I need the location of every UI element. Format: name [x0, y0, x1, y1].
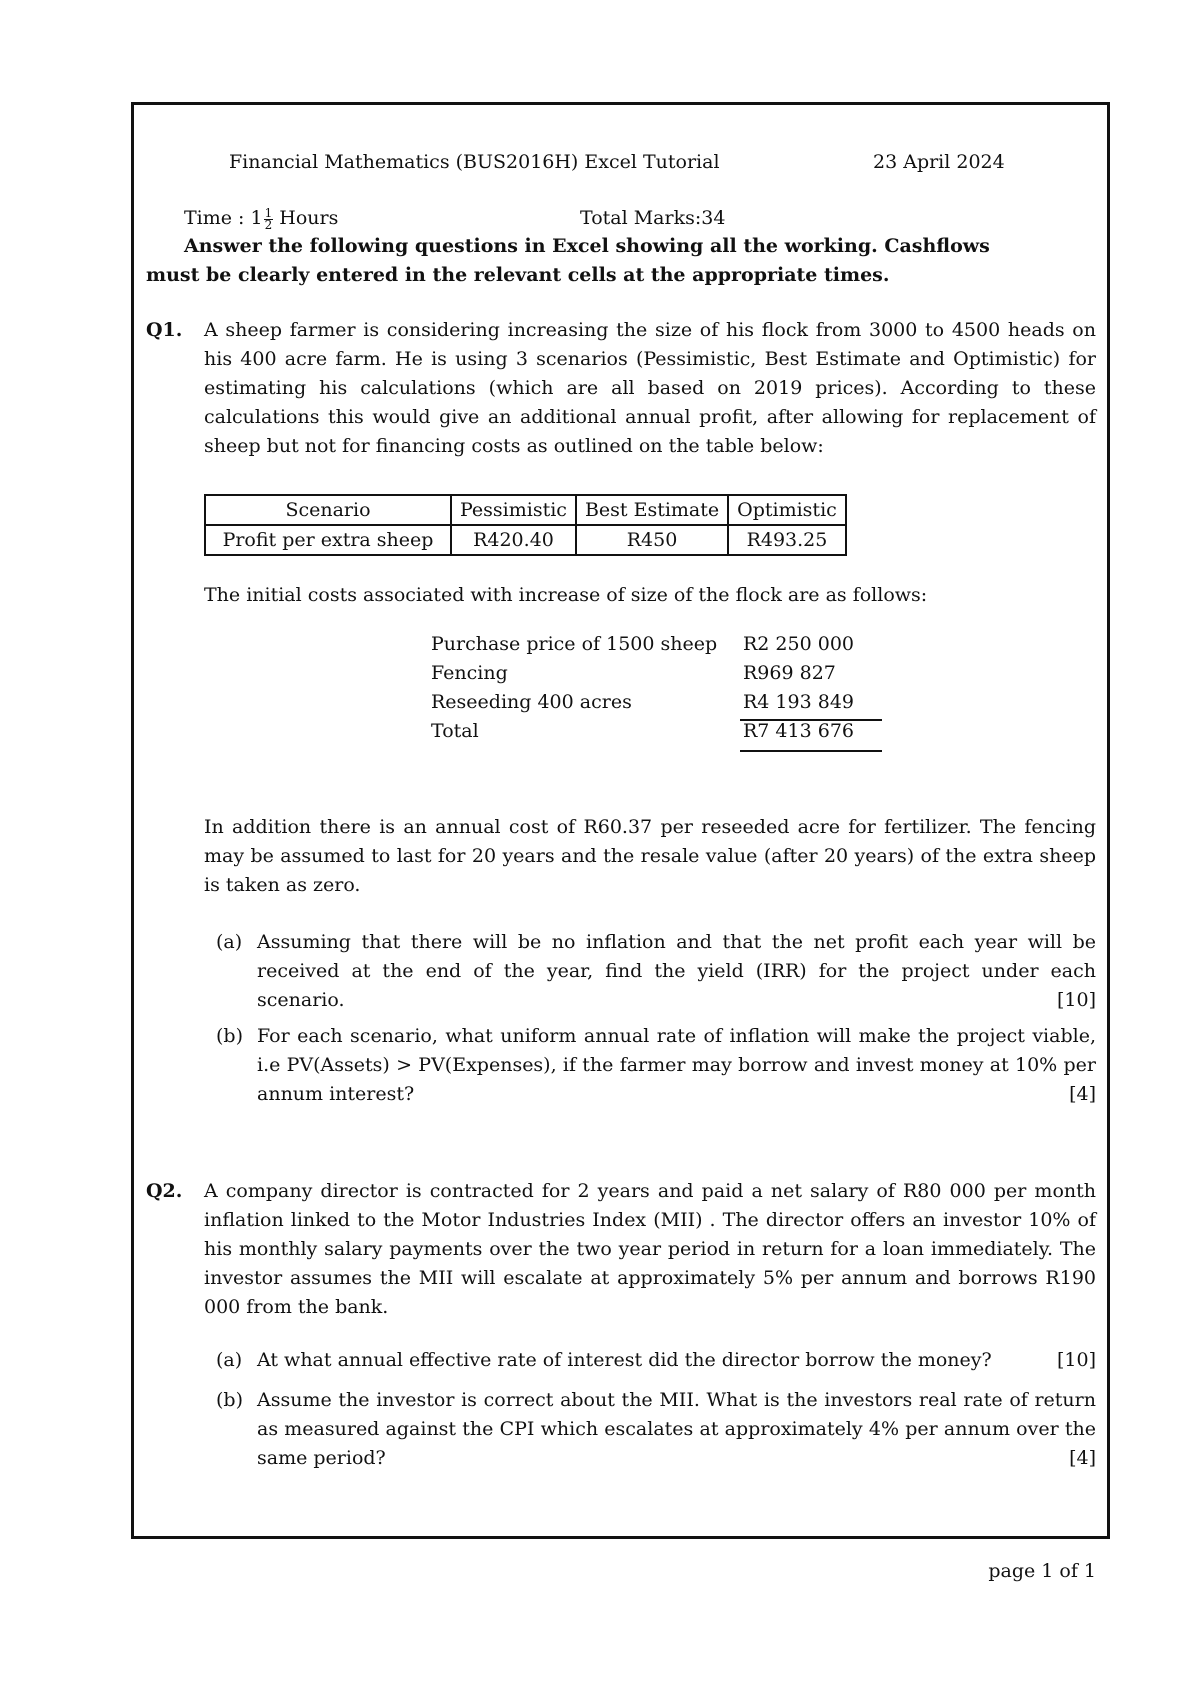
- q1-part-a-text: Assuming that there will be no inflation and that the net profit each year will be received at the end of the year, find the yield (IRR) for the project under each scenario.: [257, 931, 1096, 1011]
- profit-table-row: [205, 525, 846, 555]
- table-header-cell: Best Estimate: [576, 495, 728, 525]
- time-label: Time : 1: [184, 207, 263, 229]
- exam-date: 23 April 2024: [873, 151, 1005, 173]
- cost-row: [431, 659, 873, 688]
- time-fraction: [264, 205, 274, 232]
- q2-part-a-text: At what annual effective rate of interest did the director borrow the money?: [257, 1349, 992, 1371]
- page-number: page 1 of 1: [988, 1560, 1096, 1582]
- q2-label: Q2.: [146, 1180, 183, 1202]
- table-header-cell: Pessimistic: [451, 495, 576, 525]
- time-allowed: [184, 204, 338, 232]
- course-title: Financial Mathematics (BUS2016H) Excel Tutorial: [229, 151, 720, 173]
- time-fraction-denominator: 2: [264, 217, 273, 232]
- q2-part-b-label: (b): [216, 1389, 243, 1411]
- table-cell: R493.25: [728, 525, 846, 555]
- q1-part-a-marks: [10]: [1056, 989, 1096, 1011]
- total-rule-bottom: [740, 750, 882, 752]
- instructions-line-2: must be clearly entered in the relevant cells at the appropriate times.: [146, 264, 890, 286]
- q1-intro: A sheep farmer is considering increasing the size of his flock from 3000 to 4500 heads on his 400 acre farm. He is using 3 scenarios (Pessimistic, Best Estimate and Optimistic) for estimating his calculations (which are all based on 2019 prices). According to these calculations this would give an additional annual profit, after allowing for replacement of sheep but not for financing costs as outlined on the table below:: [204, 319, 1096, 457]
- costs-intro: The initial costs associated with increase of size of the flock are as follows:: [204, 584, 928, 606]
- q1-label: Q1.: [146, 319, 183, 341]
- time-unit: Hours: [273, 207, 339, 229]
- table-header-cell: Optimistic: [728, 495, 846, 525]
- q2-part-a-label: (a): [216, 1349, 243, 1371]
- q2-part-b-text: Assume the investor is correct about the MII. What is the investors real rate of return as measured against the CPI which escalates at approximately 4% per annum over the same period?: [257, 1389, 1096, 1469]
- table-cell: R420.40: [451, 525, 576, 555]
- cost-label: Fencing: [431, 662, 508, 684]
- cost-value: R4 193 849: [743, 691, 855, 713]
- total-marks: Total Marks:34: [580, 207, 726, 229]
- table-cell: R450: [576, 525, 728, 555]
- q1-part-b-label: (b): [216, 1025, 243, 1047]
- cost-label: Purchase price of 1500 sheep: [431, 633, 718, 655]
- cost-label: Total: [431, 720, 479, 742]
- q2-part-a-marks: [10]: [1056, 1349, 1096, 1371]
- q1-addition: In addition there is an annual cost of R60.37 per reseeded acre for fertilizer. The fencing may be assumed to last for 20 years and the resale value (after 20 years) of the extra sheep is taken as zero.: [204, 816, 1096, 896]
- cost-row: [431, 688, 873, 717]
- cost-value: R969 827: [743, 662, 836, 684]
- q2-intro: A company director is contracted for 2 years and paid a net salary of R80 000 per month inflation linked to the Motor Industries Index (MII) . The director offers an investor 10% of his monthly salary payments over the two year period in return for a loan immediately. The investor assumes the MII will escalate at approximately 5% per annum and borrows R190 000 from the bank.: [204, 1180, 1096, 1318]
- cost-row-total: [431, 717, 873, 746]
- profit-table: [204, 494, 847, 556]
- q1-part-b-text: For each scenario, what uniform annual rate of inflation will make the project viable, i.e PV(Assets) > PV(Expenses), if the farmer may borrow and invest money at 10% per annum interest?: [257, 1025, 1096, 1105]
- cost-value: R2 250 000: [743, 633, 855, 655]
- q1-part-b-marks: [4]: [1069, 1083, 1096, 1105]
- cost-value: R7 413 676: [743, 720, 855, 742]
- costs-list: [431, 630, 873, 746]
- table-cell: Profit per extra sheep: [205, 525, 451, 555]
- cost-label: Reseeding 400 acres: [431, 691, 632, 713]
- total-rule-top: [740, 719, 882, 721]
- cost-row: [431, 630, 873, 659]
- table-header-cell: Scenario: [205, 495, 451, 525]
- time-fraction-numerator: 1: [264, 205, 273, 220]
- q1-part-a-label: (a): [216, 931, 243, 953]
- instructions-line-1: Answer the following questions in Excel showing all the working. Cashflows: [184, 235, 990, 257]
- profit-table-header-row: [205, 495, 846, 525]
- q2-part-b-marks: [4]: [1069, 1447, 1096, 1469]
